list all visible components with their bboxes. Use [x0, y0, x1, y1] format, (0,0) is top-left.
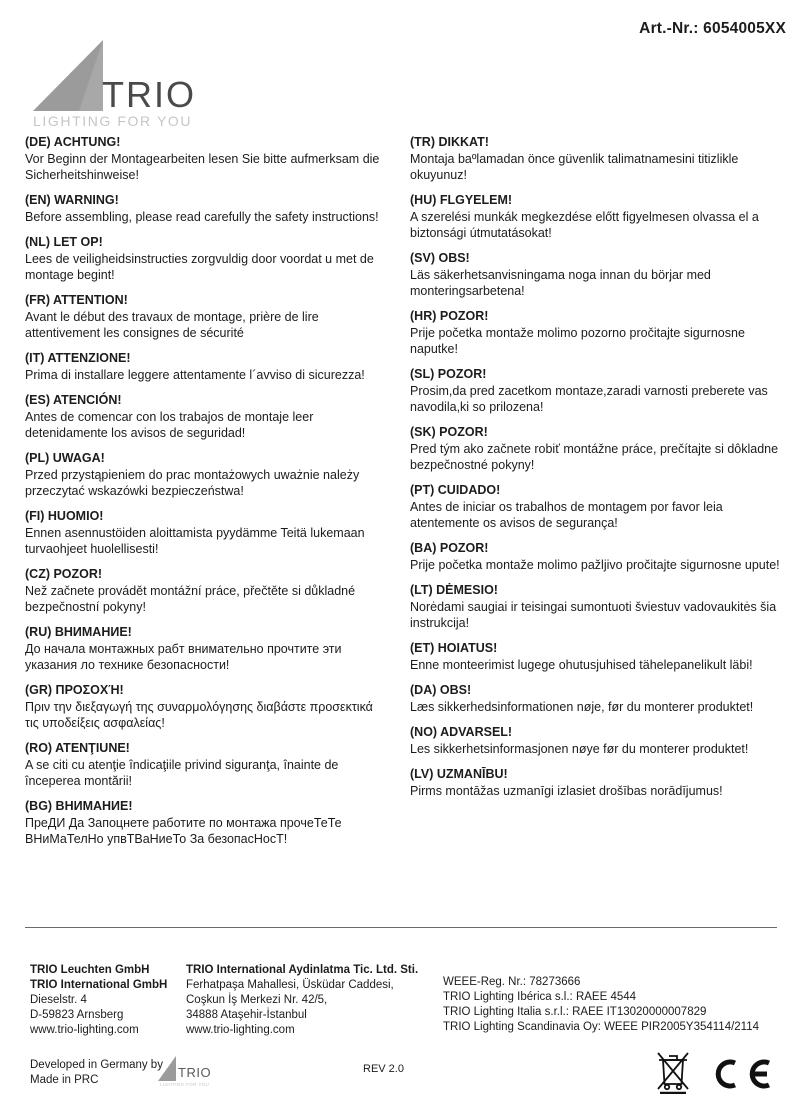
warning-block — [410, 308, 785, 357]
warning-block — [410, 682, 785, 715]
warning-title: (CZ) POZOR! — [25, 567, 103, 581]
warning-text: Vor Beginn der Montagearbeiten lesen Sie bitte aufmerksam die Sicherheitshinweise! — [25, 152, 380, 182]
warning-block — [25, 134, 383, 183]
warning-block — [410, 766, 785, 799]
warning-text: Before assembling, please read carefully the safety instructions! — [25, 210, 379, 224]
article-number: Art.-Nr.: 6054005XX — [639, 20, 786, 37]
warning-block — [410, 540, 785, 573]
footer-line: TRIO Lighting Scandinavia Oy: WEEE PIR2005Y354114/2114 — [443, 1021, 760, 1033]
warning-block — [25, 508, 383, 557]
warning-title: (LV) UZMANĪBU! — [410, 767, 508, 781]
warning-text: Läs säkerhetsanvisningama noga innan du börjar med monteringsarbetena! — [410, 268, 711, 298]
warning-block — [25, 192, 383, 225]
footer-line: www.trio-lighting.com — [30, 1024, 139, 1036]
warning-title: (LT) DĖMESIO! — [410, 583, 498, 597]
warnings-column-right — [410, 134, 785, 808]
origin-note — [30, 1058, 163, 1088]
warning-title: (IT) ATTENZIONE! — [25, 351, 131, 365]
warning-block — [410, 424, 785, 473]
warning-block — [410, 192, 785, 241]
warning-block — [410, 724, 785, 757]
trio-logo-triangle-icon — [33, 40, 109, 112]
warning-title: (FR) ATTENTION! — [25, 293, 128, 307]
warning-title: (ES) ATENCIÓN! — [25, 393, 122, 407]
ce-mark-icon — [710, 1058, 774, 1090]
warning-text: Norėdami saugiai ir teisingai sumontuoti šviestuv vadovaukitės šia instrukcija! — [410, 600, 777, 630]
warning-title: (RO) ATENŢIUNE! — [25, 741, 130, 755]
warning-block — [25, 624, 383, 673]
footer-address-istanbul — [186, 963, 436, 1038]
footer-address-germany — [30, 963, 180, 1038]
warning-text: Prije početka montaže molimo pozorno pročitajte sigurnosne naputke! — [410, 326, 745, 356]
warning-block — [410, 640, 785, 673]
warning-text: Les sikkerhetsinformasjonen nøye før du monterer produktet! — [410, 742, 749, 756]
warning-text: Pred tým ako začnete robiť montážne práce, prečítajte si dôkladne bezpečnostné pokyny! — [410, 442, 779, 472]
warning-title: (NL) LET OP! — [25, 235, 103, 249]
warning-title: (GR) ΠΡΟΣΟΧΉ! — [25, 683, 124, 697]
warning-title: (FI) HUOMIO! — [25, 509, 104, 523]
footer-line: Dieselstr. 4 — [30, 994, 87, 1006]
footer-line: 34888 Ataşehir-İstanbul — [186, 1009, 307, 1021]
warning-block — [25, 450, 383, 499]
warning-text: Prima di installare leggere attentamente l´avviso di sicurezza! — [25, 368, 365, 382]
footer-registrations — [443, 975, 793, 1035]
warning-text: Montaja baºlamadan önce güvenlik talimatnamesini titizlikle okuyunuz! — [410, 152, 739, 182]
warning-block — [410, 582, 785, 631]
footer-line: TRIO International GmbH — [30, 979, 168, 991]
footer-line: TRIO Leuchten GmbH — [30, 964, 150, 976]
warning-title: (ET) HOIATUS! — [410, 641, 498, 655]
trio-mini-logo-triangle-icon — [158, 1056, 178, 1082]
trio-mini-logo-text: TRIO — [178, 1065, 212, 1080]
warning-text: ПреДИ Да Запоцнете работите по монтажа прочеТеТе ВНиМаТелНо упвТВаНиеТо За безопасНосТ! — [25, 816, 342, 846]
warning-title: (PT) CUIDADO! — [410, 483, 501, 497]
weee-bin-icon — [655, 1048, 691, 1094]
warning-text: Než začnete provádět montážní práce, přečtěte si důkladné bezpečnostní pokyny! — [25, 584, 356, 614]
warning-text: A szerelési munkák megkezdése előtt figyelmesen olvassa el a biztonsági útmutatásokat! — [410, 210, 759, 240]
warning-title: (SV) OBS! — [410, 251, 470, 265]
warning-text: Læs sikkerhedsinformationen nøje, før du monterer produktet! — [410, 700, 754, 714]
warning-title: (HR) POZOR! — [410, 309, 489, 323]
warning-title: (HU) FLGYELEM! — [410, 193, 513, 207]
revision-label: REV 2.0 — [363, 1063, 404, 1075]
warning-block — [25, 234, 383, 283]
warning-block — [25, 682, 383, 731]
warning-title: (PL) UWAGA! — [25, 451, 105, 465]
warning-title: (EN) WARNING! — [25, 193, 119, 207]
warning-text: A se citi cu atenţie îndicaţiile privind siguranţa, înainte de începerea montării! — [25, 758, 339, 788]
footer-line: TRIO International Aydinlatma Tic. Ltd. Sti. — [186, 964, 419, 976]
warning-block — [25, 566, 383, 615]
warning-title: (RU) ВНИМАНИЕ! — [25, 625, 132, 639]
warning-block — [25, 798, 383, 847]
footer-line: WEEE-Reg. Nr.: 78273666 — [443, 976, 581, 988]
warning-text: Πριν την διεξαγωγή της συναρμολόγησης διαβάστε προσεκτικά τις υποδείξεις ασφαλείας! — [25, 700, 373, 730]
trio-mini-logo-tagline: LIGHTING FOR YOU — [160, 1082, 210, 1087]
footer-line: Ferhatpaşa Mahallesi, Üsküdar Caddesi, — [186, 979, 394, 991]
warnings-column-left — [25, 134, 383, 856]
warning-text: Prosim,da pred zacetkom montaze,zaradi varnosti preberete vas navodila,ki so prilozena! — [410, 384, 768, 414]
footer-line: www.trio-lighting.com — [186, 1024, 295, 1036]
warning-title: (BG) ВНИМАНИЕ! — [25, 799, 133, 813]
footer-line: Coşkun İş Merkezi Nr. 42/5, — [186, 994, 328, 1006]
warning-text: До начала монтажных рабт внимательно прочтите эти указания ло технике безопасности! — [25, 642, 342, 672]
warning-title: (DA) OBS! — [410, 683, 472, 697]
warning-title: (SL) POZOR! — [410, 367, 487, 381]
warning-block — [410, 366, 785, 415]
warning-title: (TR) DIKKAT! — [410, 135, 489, 149]
warning-text: Prije početka montaže molimo pažljivo pročitajte sigurnosne upute! — [410, 558, 780, 572]
warning-text: Antes de comencar con los trabajos de montaje leer detenidamente los avisos de seguridad! — [25, 410, 314, 440]
warning-title: (DE) ACHTUNG! — [25, 135, 121, 149]
warning-text: Lees de veiligheidsinstructies zorgvuldig door voordat u met de montage begint! — [25, 252, 374, 282]
warning-title: (SK) POZOR! — [410, 425, 488, 439]
warning-text: Avant le début des travaux de montage, prière de lire attentivement les consignes de sécurité — [25, 310, 319, 340]
warning-block — [410, 134, 785, 183]
warning-text: Pirms montāžas uzmanīgi izlasiet drošības norādījumus! — [410, 784, 723, 798]
footer-line: TRIO Lighting Italia s.r.l.: RAEE IT13020000007829 — [443, 1006, 707, 1018]
warning-text: Enne monteerimist lugege ohutusjuhised tähelepanelikult läbi! — [410, 658, 753, 672]
warning-block — [25, 740, 383, 789]
footer-divider — [25, 927, 777, 928]
footer-line: TRIO Lighting Ibérica s.l.: RAEE 4544 — [443, 991, 637, 1003]
warning-text: Antes de iniciar os trabalhos de montagem por favor leia atentemente os avisos de segurança! — [410, 500, 723, 530]
warning-title: (NO) ADVARSEL! — [410, 725, 513, 739]
warning-block — [25, 350, 383, 383]
footer-line: D-59823 Arnsberg — [30, 1009, 124, 1021]
warning-title: (BA) POZOR! — [410, 541, 489, 555]
trio-logo-text: TRIO — [102, 74, 196, 115]
warning-block — [25, 392, 383, 441]
developed-line: Developed in Germany by — [30, 1059, 163, 1071]
warning-block — [410, 482, 785, 531]
warning-block — [25, 292, 383, 341]
made-line: Made in PRC — [30, 1074, 99, 1086]
warning-block — [410, 250, 785, 299]
warning-text: Ennen asennustöiden aloittamista pyydämme Teitä lukemaan turvaohjeet huolellisesti! — [25, 526, 365, 556]
warning-text: Przed przystąpieniem do prac montażowych uważnie należy przeczytać wskazówki bezpieczeństwa! — [25, 468, 360, 498]
trio-logo-tagline: LIGHTING FOR YOU — [33, 113, 193, 129]
